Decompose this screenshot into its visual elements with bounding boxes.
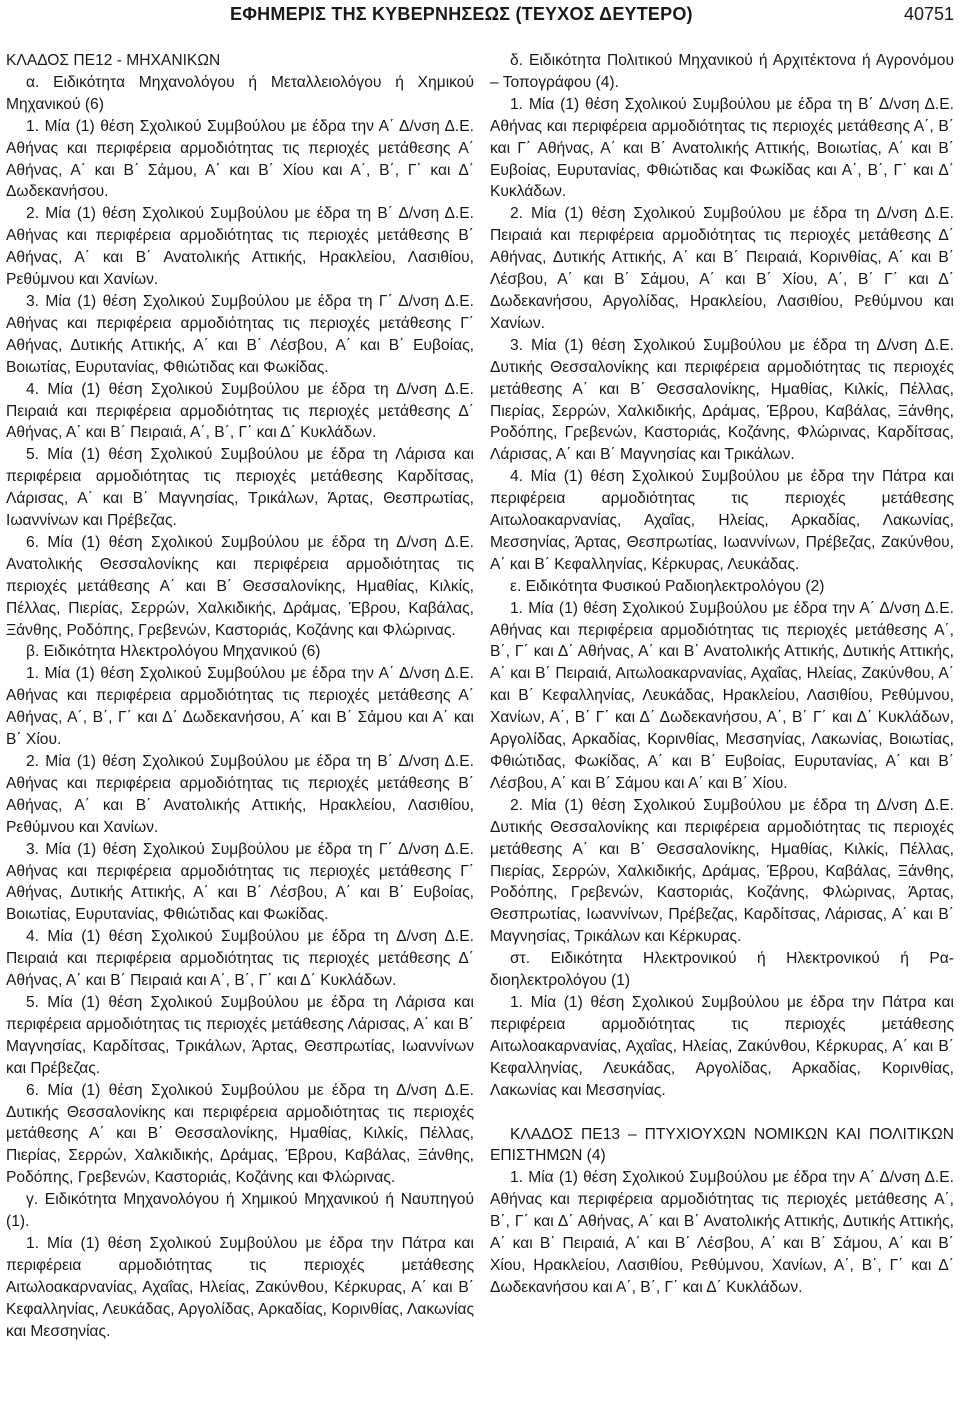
paragraph: 2. Μία (1) θέση Σχολικού Συμβούλου με έδρα τη Β΄ Δ/νση Δ.Ε. Αθήνας και περιφέρεια αρμοδιότητας τις περιοχές μετάθεσης Β΄ Αθήνας, Α΄ και Β΄ Ανατολικής Αττικής, Ηρακλείου, Λασιθίου, Ρεθύμνου και Χανίων. [6,753,474,836]
paragraph: 1. Μία (1) θέση Σχολικού Συμβούλου με έδρα τη Β΄ Δ/νση Δ.Ε. Αθήνας και περιφέρεια αρμοδιότητας τις περιοχές μετάθεσης Α΄, Β΄ και Γ΄ Αθήνας, Α΄ και Β΄ Ανατολικής Αττικής, Βοιωτίας, Α΄ και Β΄ Ευβοίας, Ευρυτανίας, Φθιώτιδας και Φωκίδας και Α΄, Β΄, Γ΄ και Δ΄ Κυκλάδων. [490,95,954,201]
specialty-heading: δ. Ειδικότητα Πολιτικού Μηχανικού ή Αρχιτέκτονα ή Αγρονόμου – Τοπογράφου (4). [490,52,954,91]
paragraph: 1. Μία (1) θέση Σχολικού Συμβούλου με έδρα την Α΄ Δ/νση Δ.Ε. Αθήνας και περιφέρεια αρμοδιότητας τις περιοχές μετάθεσης Α΄, Β΄, Γ΄ και Δ΄ Αθήνας, Α΄ και Β΄ Ανατολικής Αττικής, Δυτικής Αττικής, Α΄ και Β΄ Πειραιά, Αιτωλοακαρνανίας, Αχαΐας, Ηλείας, Ζακύνθου, Α΄ και Β΄ Κεφαλληνίας, Λευκάδας, Ηρακλείου, Λασιθίου, Ρεθύμνου, Χανίων, Α΄, Β΄ Γ΄ και Δ΄ Δωδεκανήσου, Α΄, Β΄ Γ΄ και Δ΄ Κυκλάδων, Αργολίδας, Αρκαδίας, Κορινθίας, Μεσσηνίας, Λακωνίας, Βοιωτίας, Φθιώτιδας, Φωκίδας, Α΄ και Β΄ Ευβοίας, Ευρυτανίας, Α΄ και Β΄ Λέσβου, Α΄ και Β΄ Σάμου και Α΄ και Β΄ Χίου. [490,599,954,792]
right-column [490,50,954,1299]
paragraph: 4. Μία (1) θέση Σχολικού Συμβούλου με έδρα την Πάτρα και περιφέρεια αρμοδιότητας τις περιοχές μετάθεσης Αιτωλοακαρνανίας, Αχαΐας, Ηλείας, Αρκαδίας, Λακωνίας, Μεσσηνίας, Άρτας, Θεσπρωτίας, Ιωαννίνων, Πρέβεζας, Ζακύνθου, Α΄ και Β΄ Κεφαλληνίας, Κέρκυρας, Λευκάδας. [490,468,954,573]
paragraph: 5. Μία (1) θέση Σχολικού Συμβούλου με έδρα τη Λάρισα και περιφέρεια αρμοδιότητας τις περιοχές μετάθεσης Καρδίτσας, Λάρισας, Α΄ και Β΄ Μαγνησίας, Τρικάλων, Άρτας, Θεσπρωτίας, Ιωαννίνων και Πρέβεζας. [6,446,474,530]
page-number: 40751 [903,4,954,24]
paragraph: 1. Μία (1) θέση Σχολικού Συμβούλου με έδρα την Α΄ Δ/νση Δ.Ε. Αθήνας και περιφέρεια αρμοδιότητας τις περιοχές μετάθεσης Α΄ Αθήνας, Α΄, Β΄, Γ΄ και Δ΄ Δωδεκανήσου, Α΄ και Β΄ Σάμου και Α΄ και Β΄ Χίου. [6,665,474,749]
paragraph: 3. Μία (1) θέση Σχολικού Συμβούλου με έδρα τη Δ/νση Δ.Ε. Δυτικής Θεσσαλονίκης και περιφέρεια αρμοδιότητας τις περιοχές μετάθεσης Α΄ και Β΄ Θεσσαλονίκης, Ημαθίας, Κιλκίς, Πέλλας, Πιερίας, Σερρών, Χαλκιδικής, Δράμας, Έβρου, Καβάλας, Ξάνθης, Ροδόπης, Γρεβενών, Καστοριάς, Κοζάνης, Φλώρινας, Καρδίτσας, Λάρισας, Α΄ και Β΄ Μαγνησίας και Τρικάλων. [490,336,954,464]
paragraph: 4. Μία (1) θέση Σχολικού Συμβούλου με έδρα τη Δ/νση Δ.Ε. Πειραιά και περιφέρεια αρμοδιότητας τις περιοχές μετάθεσης Δ΄ Αθήνας, Α΄ και Β΄ Πειραιά και Α΄, Β΄, Γ΄ και Δ΄ Κυκλάδων. [6,928,474,990]
paragraph: 1. Μία (1) θέση Σχολικού Συμβούλου με έδρα την Α΄ Δ/νση Δ.Ε. Αθήνας και περιφέρεια αρμοδιότητας τις περιοχές μετάθεσης Α΄ Αθήνας, Α΄ και Β΄ Σάμου, Α΄ και Β΄ Χίου και Α΄, Β΄, Γ΄ και Δ΄ Δωδεκανήσου. [6,117,474,201]
paragraph: 2. Μία (1) θέση Σχολικού Συμβούλου με έδρα τη Β΄ Δ/νση Δ.Ε. Αθήνας και περιφέρεια αρμοδιότητας τις περιοχές μετάθεσης Β΄ Αθήνας, Α΄ και Β΄ Ανατολικής Αττικής, Ηρακλείου, Λασιθίου, Ρεθύμνου και Χανίων. [6,205,474,289]
paragraph: 2. Μία (1) θέση Σχολικού Συμβούλου με έδρα τη Δ/νση Δ.Ε. Δυτικής Θεσσαλονίκης και περιφέρεια αρμοδιότητας τις περιοχές μετάθεσης Α΄ και Β΄ Θεσσαλονίκης, Ημαθίας, Κιλκίς, Πέλλας, Πιερίας, Σερρών, Χαλκιδικής, Δράμας, Έβρου, Καβάλας, Ξάνθης, Ροδόπης, Γρεβενών, Καστοριάς, Κοζάνης, Φλώρινας, Άρτας, Θεσπρωτίας, Ιωαννίνων, Πρέβεζας, Καρδίτσας, Λάρισας, Α΄ και Β΄ Μαγνησίας, Τρικάλων και Κέρκυρας. [490,796,954,946]
section-spacer [490,1102,954,1124]
paragraph: 1. Μία (1) θέση Σχολικού Συμβούλου με έδρα την Πάτρα και περιφέρεια αρμοδιότητας τις περιοχές μετάθεσης Αιτωλοακαρνανίας, Αχαΐας, Ηλείας, Ζακύνθου, Κέρκυρας, Α΄ και Β΄ Κεφαλληνίας, Λευκάδας, Αργολίδας, Αρκαδίας, Κορινθίας, Λακωνίας και Μεσσηνίας. [6,1234,474,1340]
specialty-heading: α. Ειδικότητα Μηχανολόγου ή Μεταλλειολόγου ή Χημικού Μηχανικού (6) [6,73,474,113]
paragraph: 6. Μία (1) θέση Σχολικού Συμβούλου με έδρα τη Δ/νση Δ.Ε. Δυτικής Θεσσαλονίκης και περιφέρεια αρμοδιότητας τις περιοχές μετάθεσης Α΄ και Β΄ Θεσσαλονίκης, Ημαθίας, Κιλκίς, Πέλλας, Πιερίας, Σερρών, Χαλκιδικής, Δράμας, Έβρου, Καβάλας, Ξάνθης, Ροδόπης, Γρεβενών, Καστοριάς, Κοζάνης και Φλώρινας. [6,1081,474,1187]
paragraph: 3. Μία (1) θέση Σχολικού Συμβούλου με έδρα τη Γ΄ Δ/νση Δ.Ε. Αθήνας και περιφέρεια αρμοδιότητας τις περιοχές μετάθεσης Γ΄ Αθήνας, Δυτικής Αττικής, Α΄ και Β΄ Λέσβου, Α΄ και Β΄ Ευβοίας, Βοιωτίας, Ευρυτανίας, Φθιώτιδας και Φωκίδας. [6,292,474,376]
page-header [0,4,960,30]
paragraph: 1. Μία (1) θέση Σχολικού Συμβούλου με έδρα την Πάτρα και περιφέρεια αρμοδιότητας τις περιοχές μετάθεσης Αιτωλοακαρνανίας, Αχαΐας, Ηλείας, Ζακύνθου, Κέρκυρας, Α΄ και Β΄ Κεφαλληνίας, Λευκάδας, Αργολίδας, Αρκαδίας, Κορινθίας, Λακωνίας και Μεσσηνίας. [490,993,954,1099]
left-column [6,50,474,1342]
specialty-heading: γ. Ειδικότητα Μηχανολόγου ή Χημικού Μηχανικού ή Ναυπηγού (1). [6,1191,474,1231]
gazette-title: ΕΦΗΜΕΡΙΣ ΤΗΣ ΚΥΒΕΡΝΗΣΕΩΣ (ΤΕΥΧΟΣ ΔΕΥΤΕΡΟ) [230,4,693,24]
paragraph: 2. Μία (1) θέση Σχολικού Συμβούλου με έδρα τη Δ/νση Δ.Ε. Πειραιά και περιφέρεια αρμοδιότητας τις περιοχές μετάθεσης Δ΄ Αθήνας, Δυτικής Αττικής, Α΄ και Β΄ Πειραιά, Κορινθίας, Α΄ και Β΄ Λέσβου, Α΄ και Β΄ Σάμου, Α΄ και Β΄ Χίου, Α΄, Β΄ Γ΄ και Δ΄ Δωδεκανήσου, Αργολίδας, Ηρακλείου, Λασιθίου, Ρεθύμνου και Χανίων. [490,205,954,332]
paragraph: 3. Μία (1) θέση Σχολικού Συμβούλου με έδρα τη Γ΄ Δ/νση Δ.Ε. Αθήνας και περιφέρεια αρμοδιότητας τις περιοχές μετάθεσης Γ΄ Αθήνας, Δυτικής Αττικής, Α΄ και Β΄ Λέσβου, Α΄ και Β΄ Ευβοίας, Βοιωτίας, Ευρυτανίας, Φθιώτιδας και Φωκίδας. [6,840,474,924]
paragraph: 5. Μία (1) θέση Σχολικού Συμβούλου με έδρα τη Λάρισα και περιφέρεια αρμοδιότητας τις περιοχές μετάθεσης Λάρισας, Α΄ και Β΄ Μαγνησίας, Καρδίτσας, Τρικάλων, Άρτας, Θεσπρωτίας, Ιωαννίνων και Πρέβεζας. [6,993,474,1077]
section-heading: ΚΛΑΔΟΣ ΠΕ12 - ΜΗΧΑΝΙΚΩΝ [6,52,221,69]
paragraph: 1. Μία (1) θέση Σχολικού Συμβούλου με έδρα την Α΄ Δ/νση Δ.Ε. Αθήνας και περιφέρεια αρμοδιότητας τις περιοχές μετάθεσης Α΄, Β΄, Γ΄ και Δ΄ Αθήνας, Α΄ και Β΄ Ανατολικής Αττικής, Δυτικής Αττικής, Α΄ και Β΄ Πειραιά, Α΄ και Β΄ Λέσβου, Α΄ και Β΄ Σάμου, Α΄ και Β΄ Χίου, Ηρακλείου, Λασιθίου, Ρεθύμνου, Χανίων, Α΄, Β΄, Γ΄ και Δ΄ Δωδεκανήσου και Α΄, Β΄, Γ΄ και Δ΄ Κυκλάδων. [490,1169,954,1296]
specialty-heading: β. Ειδικότητα Ηλεκτρολόγου Μηχανικού (6) [26,643,321,661]
specialty-heading: στ. Ειδικότητα Ηλεκτρονικού ή Ηλεκτρονικού ή Ραδιοηλεκτρολόγου (1) [490,950,954,990]
section-heading: ΚΛΑΔΟΣ ΠΕ13 – ΠΤΥΧΙΟΥΧΩΝ ΝΟΜΙΚΩΝ ΚΑΙ ΠΟΛΙΤΙΚΩΝ ΕΠΙΣΤΗΜΩΝ (4) [490,1125,954,1165]
specialty-heading: ε. Ειδικότητα Φυσικού Ραδιοηλεκτρολόγου (2) [510,577,825,595]
paragraph: 4. Μία (1) θέση Σχολικού Συμβούλου με έδρα τη Δ/νση Δ.Ε. Πειραιά και περιφέρεια αρμοδιότητας τις περιοχές μετάθεσης Δ΄ Αθήνας, Α΄ και Β΄ Πειραιά, Α΄, Β΄, Γ΄ και Δ΄ Κυκλάδων. [6,380,474,442]
paragraph: 6. Μία (1) θέση Σχολικού Συμβούλου με έδρα τη Δ/νση Δ.Ε. Ανατολικής Θεσσαλονίκης και περιφέρεια αρμοδιότητας τις περιοχές μετάθεσης Α΄ και Β΄ Θεσσαλονίκης, Ημαθίας, Κιλκίς, Πέλλας, Πιερίας, Σερρών, Χαλκιδικής, Δράμας, Έβρου, Καβάλας, Ξάνθης, Ροδόπης, Γρεβενών, Καστοριάς, Κοζάνης και Φλώρινας. [6,533,474,639]
